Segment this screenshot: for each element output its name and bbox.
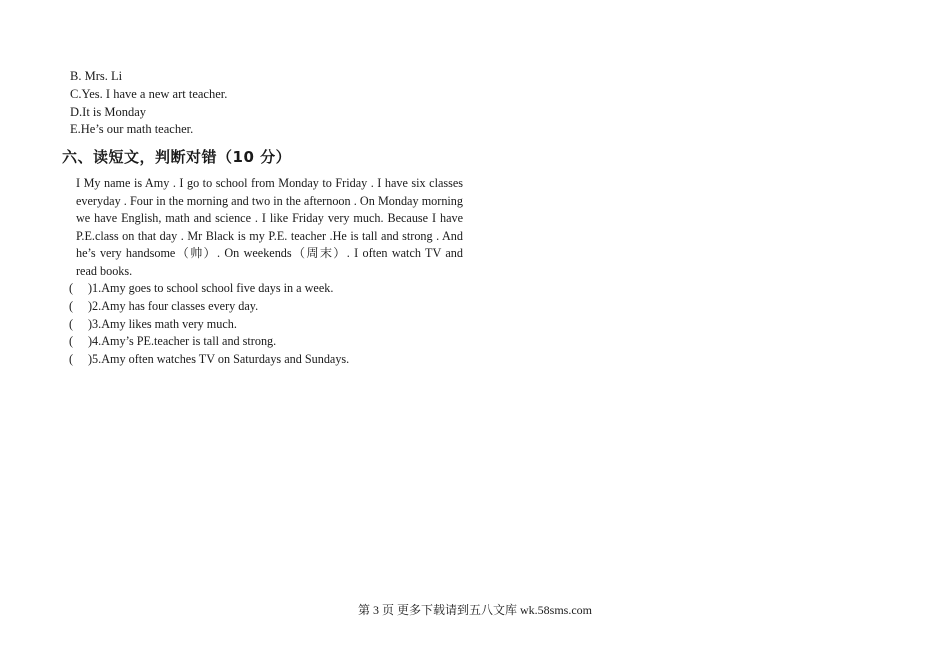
answer-blank[interactable]: (: [69, 334, 74, 349]
option-e: E.He’s our math teacher.: [70, 122, 194, 137]
reading-passage: I My name is Amy . I go to school from Monday to Friday . I have six classes everyday . Four in the morning and two in the afternoon . On Monday morning we have English, math and science . I like Friday very much. Because I have P.E.class on that day . Mr Black is my P.E. teacher .He is tall and strong . And he’s very handsome（帅）. On weekends（周末）. I often watch TV and read books.: [76, 176, 463, 278]
question-item: [69, 316, 349, 334]
answer-blank[interactable]: (: [69, 298, 74, 313]
answer-blank[interactable]: (: [69, 281, 74, 295]
question-text: )3.Amy likes math very much.: [88, 316, 237, 331]
question-item: [69, 280, 349, 298]
answer-blank[interactable]: (: [69, 316, 74, 331]
answer-blank[interactable]: (: [69, 352, 74, 367]
question-text: )1.Amy goes to school school five days in a week.: [88, 281, 334, 295]
question-text: )5.Amy often watches TV on Saturdays and Sundays.: [88, 352, 350, 367]
question-text: )2.Amy has four classes every day.: [88, 298, 259, 313]
question-item: [69, 298, 349, 316]
option-c: C.Yes. I have a new art teacher.: [70, 86, 228, 101]
section-title: 六、读短文，判断对错（10 分）: [62, 148, 292, 166]
page-footer: 第 3 页 更多下载请到五八文库 wk.58sms.com: [357, 603, 592, 617]
question-item: [69, 333, 349, 351]
option-d: D.It is Monday: [70, 104, 147, 119]
option-b: B. Mrs. Li: [70, 69, 123, 83]
answer-options: [70, 68, 227, 139]
question-text: )4.Amy’s PE.teacher is tall and strong.: [88, 334, 277, 349]
question-list: [69, 280, 349, 369]
question-item: [69, 351, 349, 369]
